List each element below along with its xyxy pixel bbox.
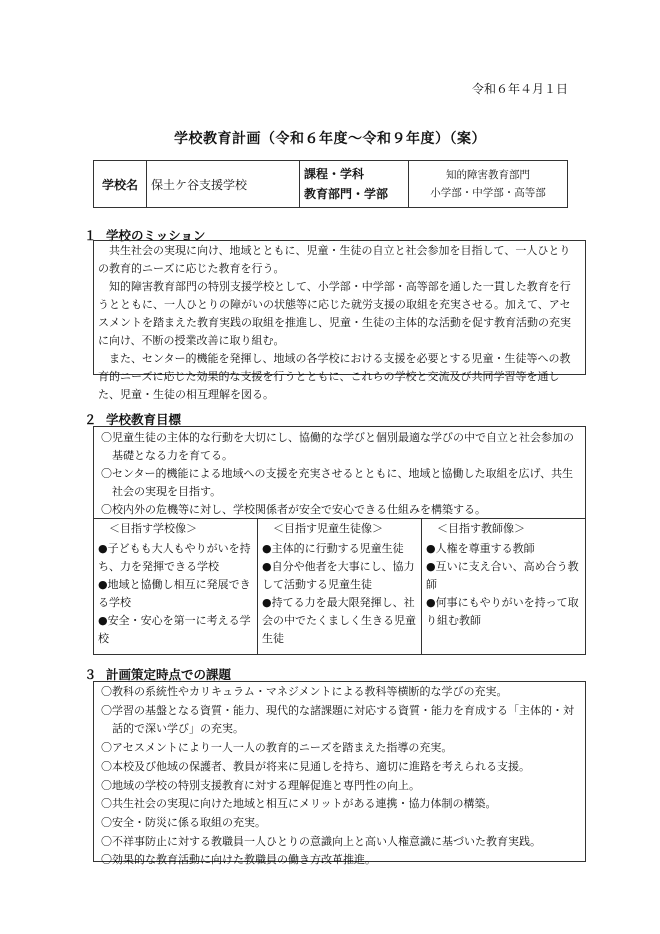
vision-text: 主体的に行動する児童生徒 — [271, 542, 404, 555]
issue-item — [98, 683, 581, 702]
issue-marker: 〇 — [101, 703, 112, 717]
mission-number: １ — [84, 228, 97, 243]
bullet: ● — [98, 542, 108, 555]
bullet: ● — [98, 614, 108, 627]
issue-text: 本校及び他域の保護者、教員が将来に見通しを持ち、適切に進路を考えられる支援。 — [112, 759, 530, 773]
bullet: ● — [426, 596, 436, 609]
issue-text: 安全・防災に係る取組の充実。 — [112, 815, 266, 829]
school-info-table — [93, 160, 568, 208]
goal-text: センター的機能による地域への支援を充実させるとともに、地域と協働した取組を広げ、共生社会の実現を目指す。 — [112, 467, 574, 498]
bullet: ● — [262, 596, 272, 609]
goal-marker: 〇 — [101, 467, 112, 480]
vision-text: 互いに支え合い、高め合う教師 — [426, 560, 579, 591]
vision-item — [426, 558, 581, 594]
issue-item — [98, 814, 581, 833]
column-title: ＜目指す教師像＞ — [437, 522, 525, 535]
student-vision-column — [257, 519, 421, 655]
school-name-value: 保土ケ谷支援学校 — [147, 161, 300, 208]
vision-item — [262, 594, 417, 648]
bullet: ● — [426, 542, 436, 555]
issue-text: アセスメントにより一人一人の教育的ニーズを踏まえた指導の充実。 — [112, 741, 453, 755]
issue-text: 教科の系統性やカリキュラム・マネジメントによる教科等横断的な学びの充実。 — [112, 685, 508, 698]
vision-item — [262, 540, 417, 558]
vision-item — [262, 558, 417, 594]
goal-item — [98, 465, 581, 501]
bullet: ● — [98, 578, 108, 591]
issue-item — [98, 851, 581, 870]
issue-item — [98, 739, 581, 758]
course-label-line2: 教育部門・学部 — [304, 187, 389, 201]
issue-marker: 〇 — [101, 815, 112, 829]
issue-text: 共生社会の実現に向けた地域と相互にメリットがある連携・協力体制の構築。 — [112, 797, 497, 811]
mission-paragraph: また、センター的機能を発揮し、地域の各学校における支援を必要とする児童・生徒等への教育的ニーズに応じた効果的な支援を行うとともに、これらの学校と交流及び共同学習等を通した、児童・生徒の相互理解を図る。 — [98, 352, 571, 401]
vision-grid — [94, 518, 585, 655]
goal-item — [98, 429, 581, 465]
department-value — [409, 161, 568, 208]
vision-item — [426, 594, 581, 630]
issue-marker: 〇 — [101, 853, 112, 867]
issues-box — [93, 681, 586, 867]
vision-text: 持てる力を最大限発揮し、社会の中でたくましく生きる児童生徒 — [262, 596, 416, 645]
issue-text: 不祥事防止に対する教職員一人ひとりの意識向上と高い人権意識に基づいた教育実践。 — [112, 834, 541, 848]
goals-list — [94, 427, 585, 517]
issue-marker: 〇 — [101, 797, 112, 811]
issue-text: 学習の基盤となる資質・能力、現代的な諸課題に対応する資質・能力を育成する「主体的・対話的で深い学び」の充実。 — [112, 703, 574, 736]
vision-text: 地域と協働し相互に発展できる学校 — [98, 578, 251, 609]
course-label-line1: 課程・学科 — [304, 167, 365, 181]
vision-item — [98, 576, 253, 612]
department-line1: 知的障害教育部門 — [446, 169, 530, 181]
vision-text: 自分や他者を大事にし、協力して活動する児童生徒 — [262, 560, 415, 591]
issues-number: ３ — [84, 667, 97, 682]
teacher-vision-column — [421, 519, 585, 655]
vision-text: 人権を尊重する教師 — [435, 542, 535, 555]
vision-item — [98, 540, 253, 576]
mission-heading-text: 学校のミッション — [106, 228, 206, 243]
issue-text: 効果的な教育活動に向けた教職員の働き方改革推進。 — [112, 853, 376, 867]
bullet: ● — [426, 560, 436, 573]
issue-marker: 〇 — [101, 834, 112, 848]
mission-paragraph: 知的障害教育部門の特別支援学校として、小学部・中学部・高等部を通した一貫した教育を行うとともに、一人ひとりの障がいの状態等に応じた就労支援の取組を充実させる。加えて、アセスメントを踏まえた教育実践の取組を推進し、児童・生徒の主体的な活動を促す教育活動の充実に向け、不断の授業改善に取り組む。 — [98, 280, 571, 347]
bullet: ● — [262, 542, 272, 555]
vision-item — [426, 540, 581, 558]
column-title: ＜目指す学校像＞ — [109, 522, 197, 535]
mission-box — [93, 240, 586, 401]
issue-marker: 〇 — [101, 741, 112, 755]
course-label — [300, 161, 409, 208]
mission-paragraph: 共生社会の実現に向け、地域とともに、児童・生徒の自立と社会参加を目指して、一人ひとりの教育的ニーズに応じた教育を行う。 — [98, 244, 571, 275]
school-name-label: 学校名 — [94, 161, 147, 208]
issue-marker: 〇 — [101, 685, 112, 698]
issue-item — [98, 777, 581, 796]
bullet: ● — [262, 560, 272, 573]
department-line2: 小学部・中学部・高等部 — [430, 187, 546, 199]
issue-item — [98, 702, 581, 739]
vision-text: 子どもも大人もやりがいを持ち、力を発揮できる学校 — [98, 542, 251, 573]
vision-item — [98, 612, 253, 648]
document-date: 令和６年４月１日 — [471, 82, 568, 96]
goal-item — [98, 501, 581, 519]
column-title: ＜目指す児童生徒像＞ — [273, 522, 383, 535]
issue-marker: 〇 — [101, 759, 112, 773]
issue-text: 地域の学校の特別支援教育に対する理解促進と専門性の向上。 — [112, 778, 420, 792]
goals-box — [93, 426, 586, 655]
goal-text: 児童生徒の主体的な行動を大切にし、協働的な学びと個別最適な学びの中で自立と社会参加の基礎となる力を育てる。 — [112, 431, 574, 462]
issue-item — [98, 795, 581, 814]
document-title: 学校教育計画（令和６年度～令和９年度）（案） — [174, 131, 486, 147]
goal-marker: 〇 — [101, 503, 112, 516]
issue-marker: 〇 — [101, 778, 112, 792]
school-vision-column — [94, 519, 257, 655]
issues-heading-text: 計画策定時点での課題 — [106, 667, 232, 682]
goals-number: ２ — [84, 412, 97, 427]
vision-text: 安全・安心を第一に考える学校 — [98, 614, 251, 645]
goal-text: 校内外の危機等に対し、学校関係者が安全で安心できる仕組みを構築する。 — [112, 503, 486, 516]
goals-heading-text: 学校教育目標 — [106, 412, 182, 427]
issue-item — [98, 833, 581, 852]
issue-item — [98, 758, 581, 777]
goal-marker: 〇 — [101, 431, 112, 444]
vision-text: 何事にもやりがいを持って取り組む教師 — [426, 596, 579, 627]
